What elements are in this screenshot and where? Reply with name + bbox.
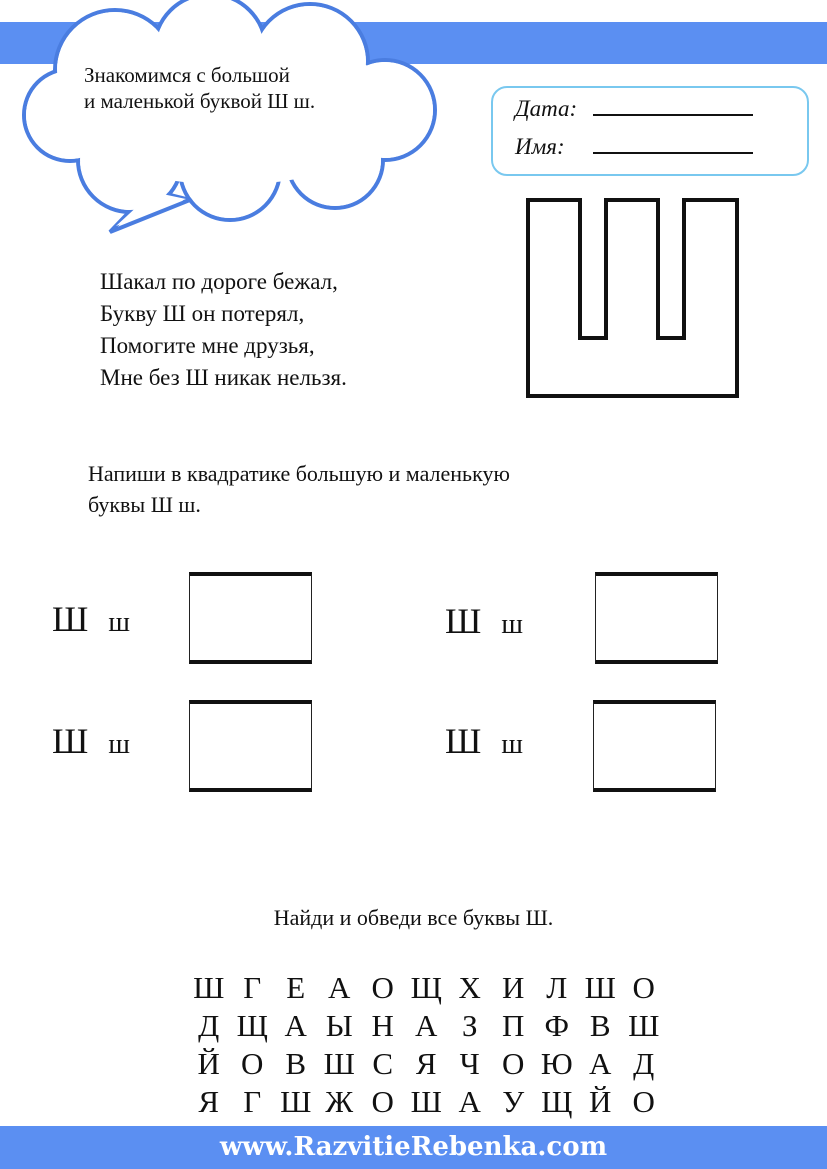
grid-letter[interactable]: А	[415, 1008, 438, 1043]
grid-letter[interactable]: Щ	[236, 1008, 268, 1043]
grid-letter[interactable]: А	[458, 1084, 481, 1119]
grid-letter[interactable]: Ш	[410, 1084, 442, 1119]
grid-row	[187, 1046, 666, 1084]
name-line[interactable]	[593, 134, 753, 154]
grid-letter[interactable]: Я	[198, 1084, 220, 1119]
bubble-line-2: и маленькой буквой Ш ш.	[84, 89, 316, 113]
grid-row	[187, 970, 666, 1008]
grid-letter[interactable]: У	[502, 1084, 525, 1119]
grid-letter[interactable]: Н	[371, 1008, 394, 1043]
grid-letter[interactable]: Я	[415, 1046, 437, 1081]
poem-line: Шакал по дороге бежал,	[100, 269, 338, 294]
task-line-1: Напиши в квадратике большую и маленькую	[88, 461, 510, 486]
writing-box[interactable]	[189, 572, 312, 664]
grid-letter[interactable]: О	[241, 1046, 264, 1081]
grid-letter[interactable]: О	[632, 1084, 655, 1119]
grid-letter[interactable]: Й	[197, 1046, 220, 1081]
grid-letter[interactable]: В	[285, 1046, 307, 1081]
uppercase-letter: Ш	[52, 721, 89, 761]
grid-letter[interactable]: Д	[633, 1046, 655, 1081]
name-label: Имя:	[515, 134, 565, 159]
bubble-line-1: Знакомимся с большой	[84, 63, 290, 87]
grid-letter[interactable]: Ж	[325, 1084, 354, 1119]
grid-letter[interactable]: О	[371, 1084, 394, 1119]
letter-grid	[187, 970, 666, 1122]
grid-letter[interactable]: Щ	[541, 1084, 573, 1119]
letter-pair	[52, 720, 130, 762]
lowercase-letter: ш	[108, 729, 130, 760]
grid-letter[interactable]: З	[461, 1008, 478, 1043]
lowercase-letter: ш	[501, 609, 523, 640]
grid-row	[187, 1084, 666, 1122]
grid-letter[interactable]: А	[284, 1008, 307, 1043]
lowercase-letter: ш	[108, 607, 130, 638]
grid-letter[interactable]: Г	[243, 1084, 262, 1119]
website-link[interactable]: www.RazvitieRebenka.com	[219, 1132, 608, 1162]
uppercase-letter: Ш	[445, 601, 482, 641]
grid-letter[interactable]: В	[589, 1008, 611, 1043]
uppercase-letter: Ш	[445, 721, 482, 761]
date-label: Дата:	[515, 96, 578, 121]
grid-letter[interactable]: Г	[243, 970, 262, 1005]
grid-letter[interactable]: Щ	[410, 970, 442, 1005]
grid-letter[interactable]: Ы	[325, 1008, 353, 1043]
uppercase-letter: Ш	[52, 599, 89, 639]
poem	[100, 266, 347, 394]
date-row	[515, 96, 753, 122]
grid-letter[interactable]: Ш	[280, 1084, 312, 1119]
grid-letter[interactable]: Ш	[628, 1008, 660, 1043]
speech-cloud	[0, 0, 470, 240]
grid-letter[interactable]: Х	[458, 970, 481, 1005]
grid-letter[interactable]: Ч	[459, 1046, 480, 1081]
writing-box[interactable]	[595, 572, 718, 664]
task-instruction	[88, 458, 510, 520]
grid-letter[interactable]: Ш	[193, 970, 225, 1005]
date-name-box	[491, 86, 809, 176]
poem-line: Мне без Ш никак нельзя.	[100, 365, 347, 390]
grid-letter[interactable]: С	[372, 1046, 394, 1081]
grid-letter[interactable]: Л	[546, 970, 568, 1005]
big-letter-sha-outline	[516, 192, 746, 422]
poem-line: Помогите мне друзья,	[100, 333, 315, 358]
poem-line: Букву Ш он потерял,	[100, 301, 305, 326]
writing-box[interactable]	[189, 700, 312, 792]
letter-pair	[52, 598, 130, 640]
letter-pair	[445, 720, 523, 762]
grid-letter[interactable]: П	[502, 1008, 525, 1043]
grid-letter[interactable]: О	[502, 1046, 525, 1081]
grid-letter[interactable]: О	[371, 970, 394, 1005]
grid-letter[interactable]: Ш	[584, 970, 616, 1005]
grid-letter[interactable]: Ф	[544, 1008, 569, 1043]
grid-row	[187, 1008, 666, 1046]
grid-letter[interactable]: Ш	[323, 1046, 355, 1081]
grid-letter[interactable]: А	[589, 1046, 612, 1081]
grid-letter[interactable]: Е	[286, 970, 306, 1005]
grid-letter[interactable]: И	[502, 970, 525, 1005]
grid-letter[interactable]: О	[632, 970, 655, 1005]
name-row	[515, 134, 753, 160]
lowercase-letter: ш	[501, 729, 523, 760]
grid-letter[interactable]: Й	[589, 1084, 612, 1119]
grid-letter[interactable]: Д	[198, 1008, 220, 1043]
writing-box[interactable]	[593, 700, 716, 792]
bubble-text	[84, 62, 315, 114]
find-instruction: Найди и обведи все буквы Ш.	[273, 905, 554, 930]
grid-letter[interactable]: Ю	[540, 1046, 573, 1081]
grid-letter[interactable]: А	[328, 970, 351, 1005]
task-line-2: буквы Ш ш.	[88, 492, 201, 517]
date-line[interactable]	[593, 96, 753, 116]
letter-pair	[445, 600, 523, 642]
